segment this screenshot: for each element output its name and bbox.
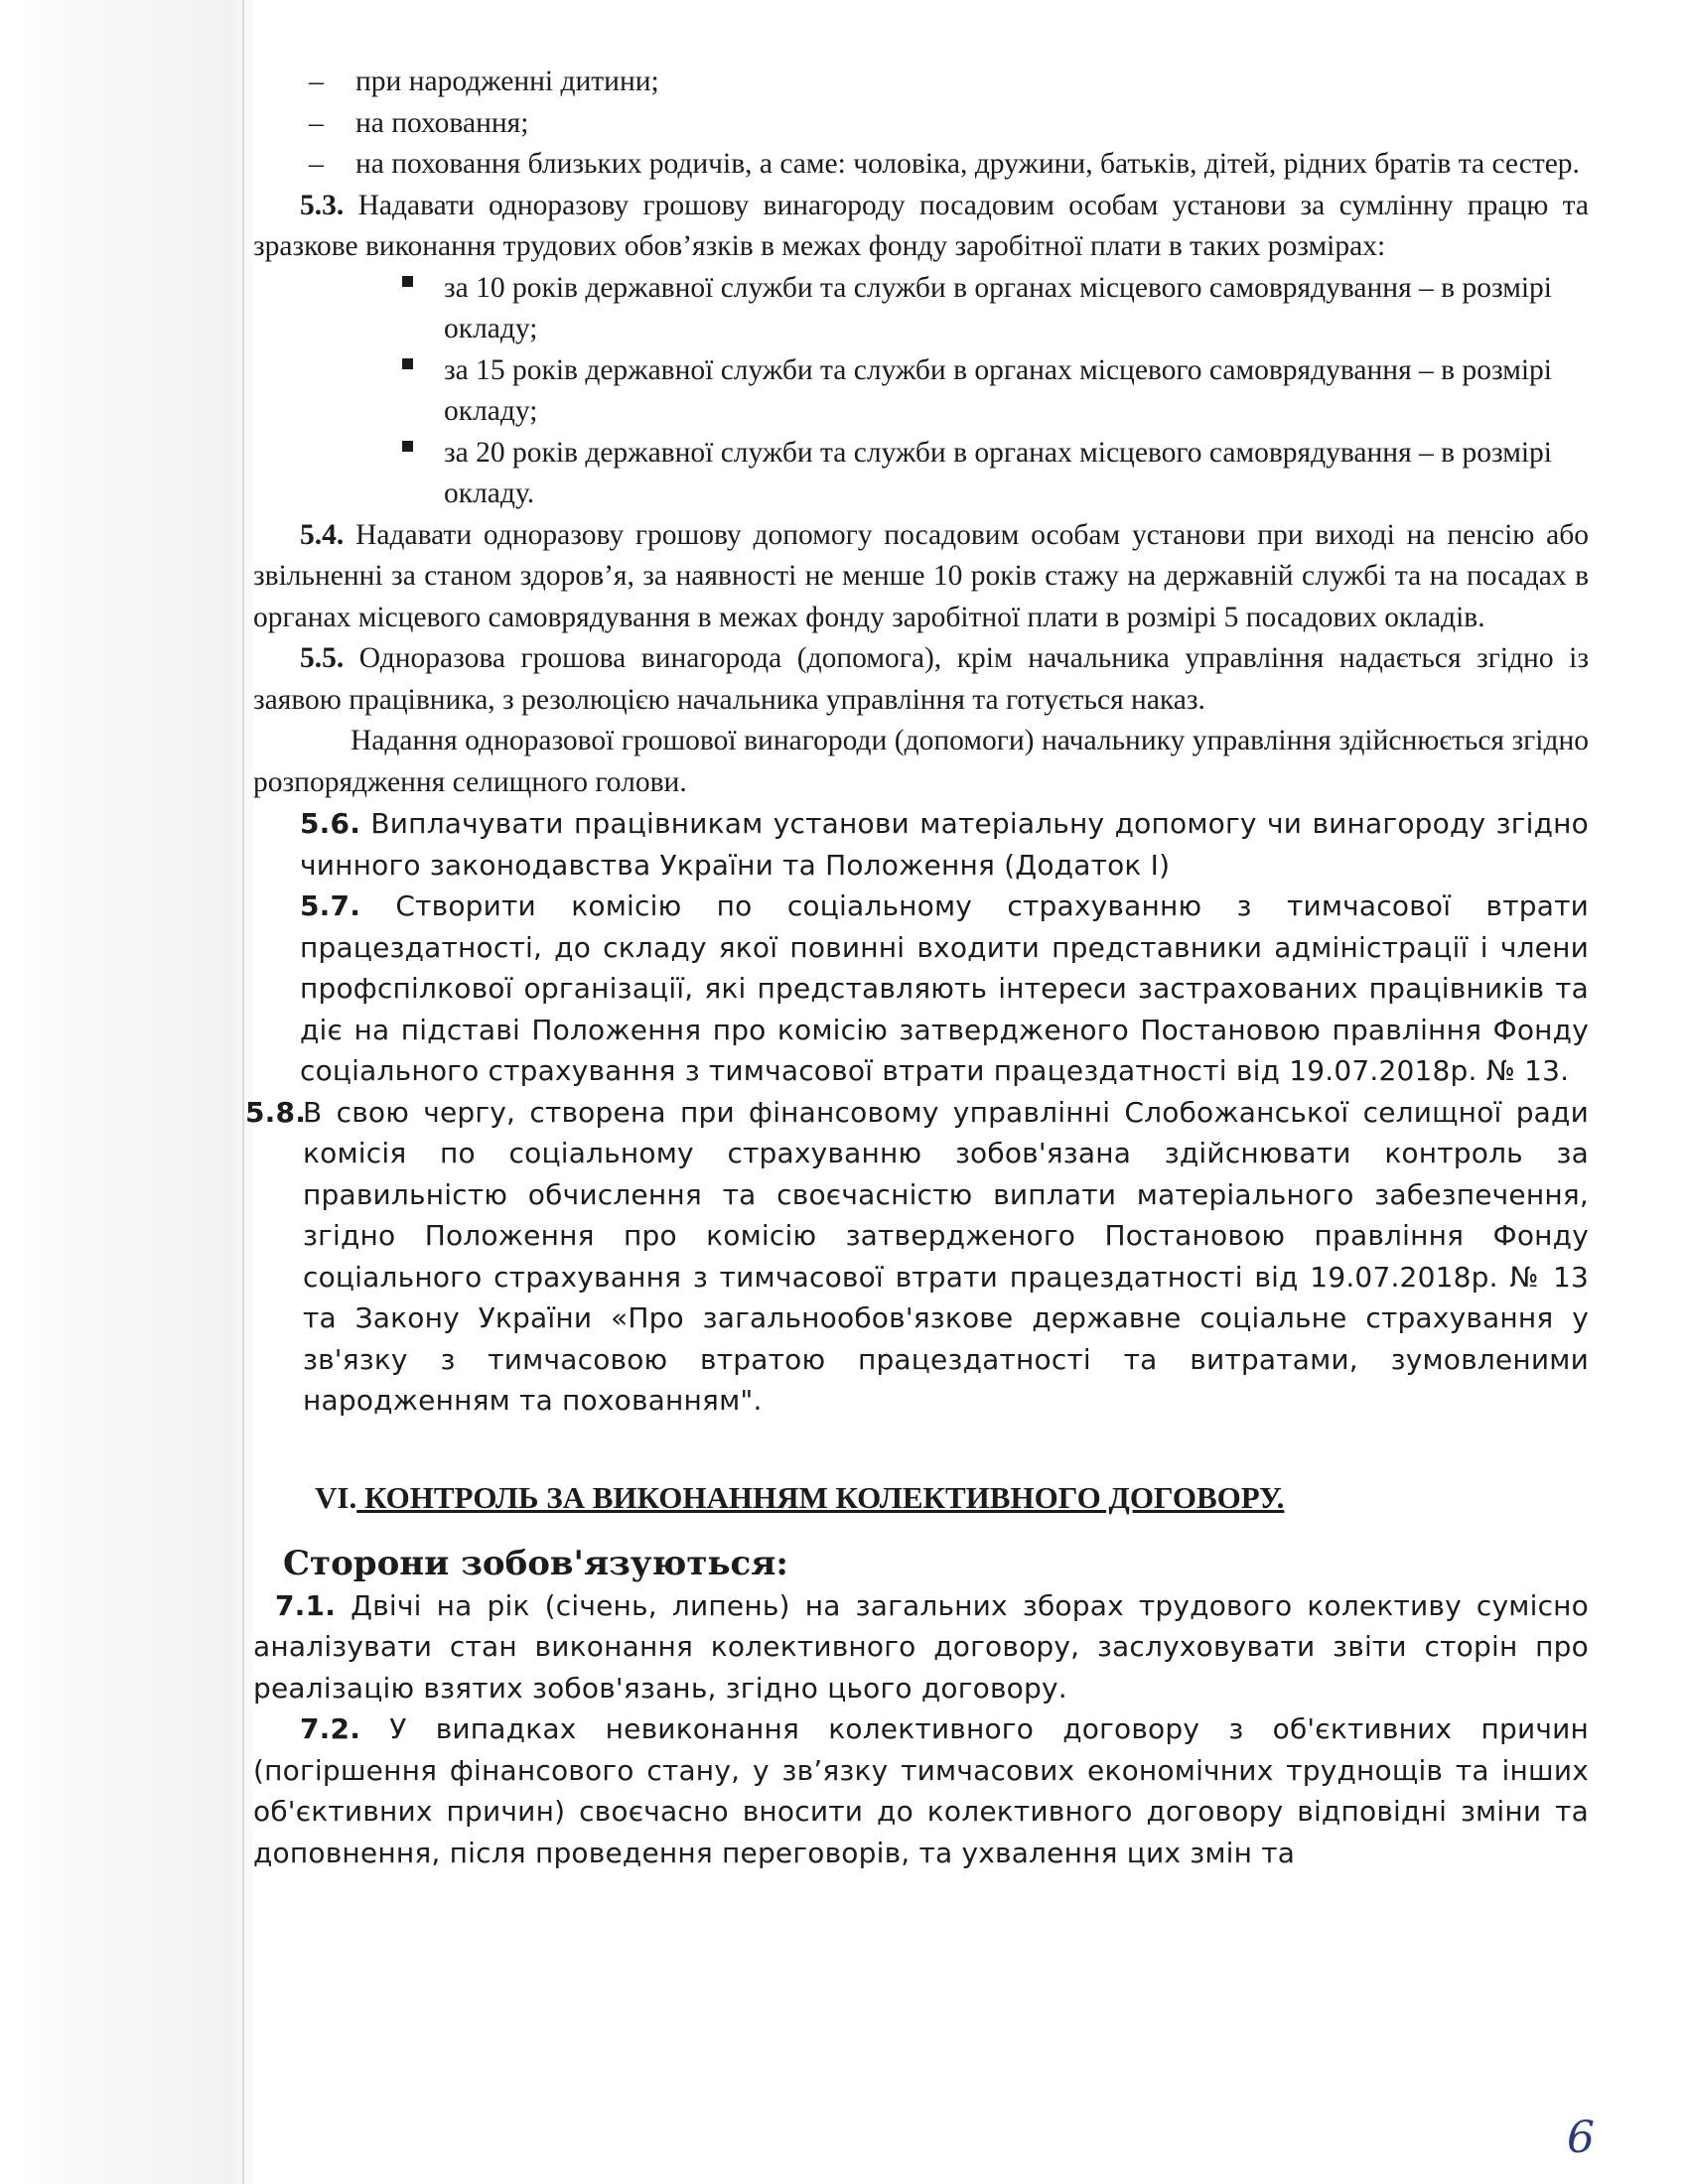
list-item-text: за 15 років державної служби та служби в органах місцевого самоврядування – в розмірі окладу;: [444, 353, 1553, 427]
clause-number: 7.2.: [300, 1712, 361, 1745]
clause-number: 5.6.: [300, 807, 361, 840]
paragraph-5-3: [253, 186, 1589, 268]
list-item: [253, 62, 1589, 103]
clause-text: У випадках невиконання колективного договору з об'єктивних причин (погіршення фінансового стану, у зв’язку тимчасових економічних труднощів та інших об'єктивних причин) своєчасно вносити до колективного договору відповідні зміни та доповнення, після проведення переговорів, та ухвалення цих змін та: [253, 1712, 1589, 1869]
clause-text: Створити комісію по соціальному страхуванню з тимчасової втрати працездатності, до складу якої повинні входити представники адміністрації і члени профспілкової організації, які представляють інтереси застрахованих працівників та діє на підставі Положення про комісію затвердженого Постановою правління Фонду соціального страхування з тимчасової втрати працездатності від 19.07.2018р. № 13.: [300, 889, 1589, 1087]
paragraph-5-5: [253, 638, 1589, 721]
square-bullet-icon: [402, 441, 413, 452]
scan-margin-shadow: [0, 0, 253, 2184]
dash-marker: –: [309, 106, 324, 139]
paragraph-7-1: [253, 1585, 1589, 1709]
paragraph-5-4: [253, 515, 1589, 639]
list-item-text: на поховання близьких родичів, а саме: чоловіка, дружини, батьків, дітей, рідних братів та сестер.: [355, 148, 1580, 180]
list-item: [253, 103, 1589, 145]
clause-text: Виплачувати працівникам установи матеріальну допомогу чи винагороду згідно чинного законодавства України та Положення (Додаток І): [300, 807, 1589, 882]
section-number: VI.: [315, 1479, 357, 1515]
paragraph-5-6: [300, 803, 1589, 886]
clause-text: Двічі на рік (січень, липень) на загальних зборах трудового колективу сумісно аналізувати стан виконання колективного договору, заслуховувати звіти сторін про реалізацію взятих зобов'язань, згідно цього договору.: [253, 1588, 1589, 1705]
square-bullet-icon: [402, 276, 413, 287]
page-number: 6: [1567, 2113, 1595, 2163]
dash-marker: –: [309, 66, 324, 97]
section-heading: [253, 1476, 1589, 1520]
clause-number: 5.4.: [300, 518, 345, 551]
clause-text: Надавати одноразову грошову допомогу посадовим особам установи при виході на пенсію або звільненні за станом здоров’я, за наявності не менше 10 років стажу на державній службі та на посадах в органах місцевого самоврядування в межах фонду заробітної плати в розмірі 5 посадових окладів.: [253, 518, 1589, 633]
paragraph-5-7: [300, 886, 1589, 1092]
paragraph-5-5-continued: [253, 721, 1589, 803]
clause-text: В свою чергу, створена при фінансовому управлінні Слобожанської селищної ради комісія по соціальному страхуванню зобов'язана здійснювати контроль за правильністю обчислення та своєчасністю виплати матеріального забезпечення, згідно Положення про комісію затвердженого Постановою правління Фонду соціального страхування з тимчасової втрати працездатності від 19.07.2018р. № 13 та Закону України «Про загальнообов'язкове державне соціальне страхування у зв'язку з тимчасовою втратою працездатності та витратами, зумовленими народженням та похованням".: [303, 1095, 1589, 1417]
clause-text: Надавати одноразову грошову винагороду посадовим особам установи за сумлінну працю та зразкове виконання трудових обов’язків в межах фонду заробітної плати в таких розмірах:: [253, 189, 1589, 262]
clause-number: 5.5.: [300, 642, 345, 674]
clause-text: Одноразова грошова винагорода (допомога), крім начальника управління надається згідно із заявою працівника, з резолюцією начальника управління та готується наказ.: [253, 642, 1589, 716]
list-item-text: за 20 років державної служби та служби в органах місцевого самоврядування – в розмірі окладу.: [444, 436, 1553, 509]
section-title: КОНТРОЛЬ ЗА ВИКОНАННЯМ КОЛЕКТИВНОГО ДОГОВОРУ.: [356, 1479, 1285, 1515]
clause-number: 5.7.: [300, 889, 361, 922]
clause-number: 5.8.: [245, 1095, 307, 1129]
paragraph-7-2: [253, 1708, 1589, 1873]
paragraph-5-8: [245, 1092, 1589, 1422]
document-page: [245, 62, 1589, 1873]
subheading: Сторони зобов'язуються:: [283, 1543, 788, 1583]
paragraph-text: Надання одноразової грошової винагороди (допомоги) начальнику управління здійснюється згідно розпорядження селищного голови.: [253, 725, 1589, 798]
list-item-text: на поховання;: [355, 106, 529, 139]
list-item: [253, 433, 1589, 515]
list-item-text: за 10 років державної служби та служби в органах місцевого самоврядування – в розмірі окладу;: [444, 271, 1553, 344]
list-item: [253, 350, 1589, 433]
square-bullet-icon: [402, 358, 413, 369]
list-item: [253, 144, 1589, 186]
scan-fold-line: [242, 0, 244, 2184]
dash-marker: –: [309, 148, 324, 180]
list-item: [253, 268, 1589, 350]
list-item-text: при народженні дитини;: [355, 66, 659, 97]
clause-number: 7.1.: [275, 1588, 337, 1622]
clause-number: 5.3.: [300, 189, 345, 221]
